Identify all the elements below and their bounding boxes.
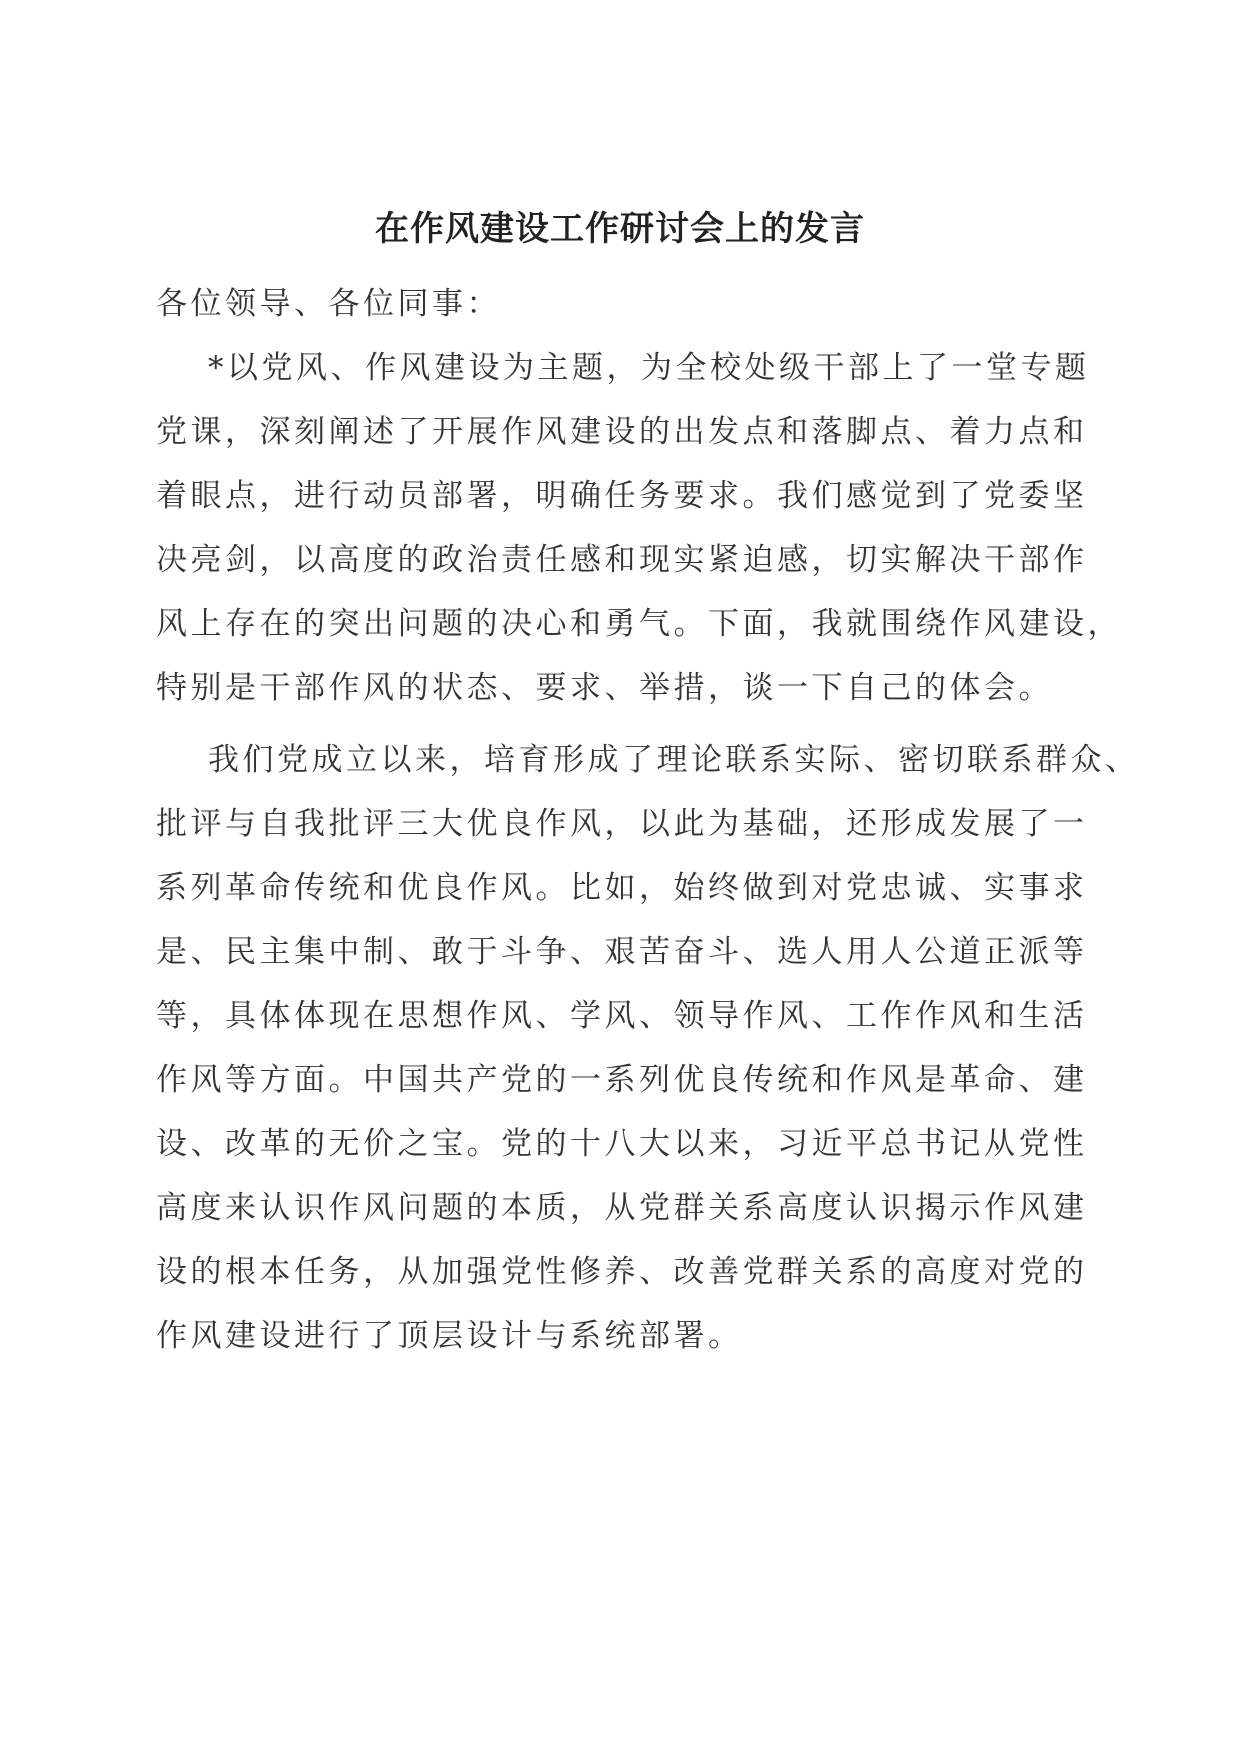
document-title: 在作风建设工作研讨会上的发言 xyxy=(375,209,865,249)
document-body xyxy=(156,272,1140,1368)
paragraph-line: *以党风、作风建设为主题，为全校处级干部上了一堂专题 xyxy=(208,350,1090,386)
paragraph-line: 我们党成立以来，培育形成了理论联系实际、密切联系群众、 xyxy=(208,742,1140,778)
paragraph-line: 特别是干部作风的状态、要求、举措，谈一下自己的体会。 xyxy=(156,670,1053,706)
paragraph-line: 着眼点，进行动员部署，明确任务要求。我们感觉到了党委坚 xyxy=(156,478,1088,514)
paragraph-line: 风上存在的突出问题的决心和勇气。下面，我就围绕作风建设， xyxy=(156,606,1122,642)
salutation: 各位领导、各位同事： xyxy=(156,286,501,322)
paragraph-1 xyxy=(156,336,1124,720)
paragraph-line: 作风等方面。中国共产党的一系列优良传统和作风是革命、建 xyxy=(156,1062,1088,1098)
paragraph-line: 等，具体体现在思想作风、学风、领导作风、工作作风和生活 xyxy=(156,998,1088,1034)
paragraph-line: 设的根本任务，从加强党性修养、改善党群关系的高度对党的 xyxy=(156,1254,1088,1290)
paragraph-line: 系列革命传统和优良作风。比如，始终做到对党忠诚、实事求 xyxy=(156,870,1088,906)
paragraph-line: 批评与自我批评三大优良作风，以此为基础，还形成发展了一 xyxy=(156,806,1088,842)
paragraph-line: 设、改革的无价之宝。党的十八大以来，习近平总书记从党性 xyxy=(156,1126,1088,1162)
paragraph-line: 作风建设进行了顶层设计与系统部署。 xyxy=(156,1318,743,1354)
paragraph-line: 是、民主集中制、敢于斗争、艰苦奋斗、选人用人公道正派等 xyxy=(156,934,1088,970)
paragraph-2 xyxy=(156,728,1140,1368)
paragraph-line: 高度来认识作风问题的本质，从党群关系高度认识揭示作风建 xyxy=(156,1190,1088,1226)
paragraph-line: 决亮剑，以高度的政治责任感和现实紧迫感，切实解决干部作 xyxy=(156,542,1088,578)
paragraph-line: 党课，深刻阐述了开展作风建设的出发点和落脚点、着力点和 xyxy=(156,414,1088,450)
